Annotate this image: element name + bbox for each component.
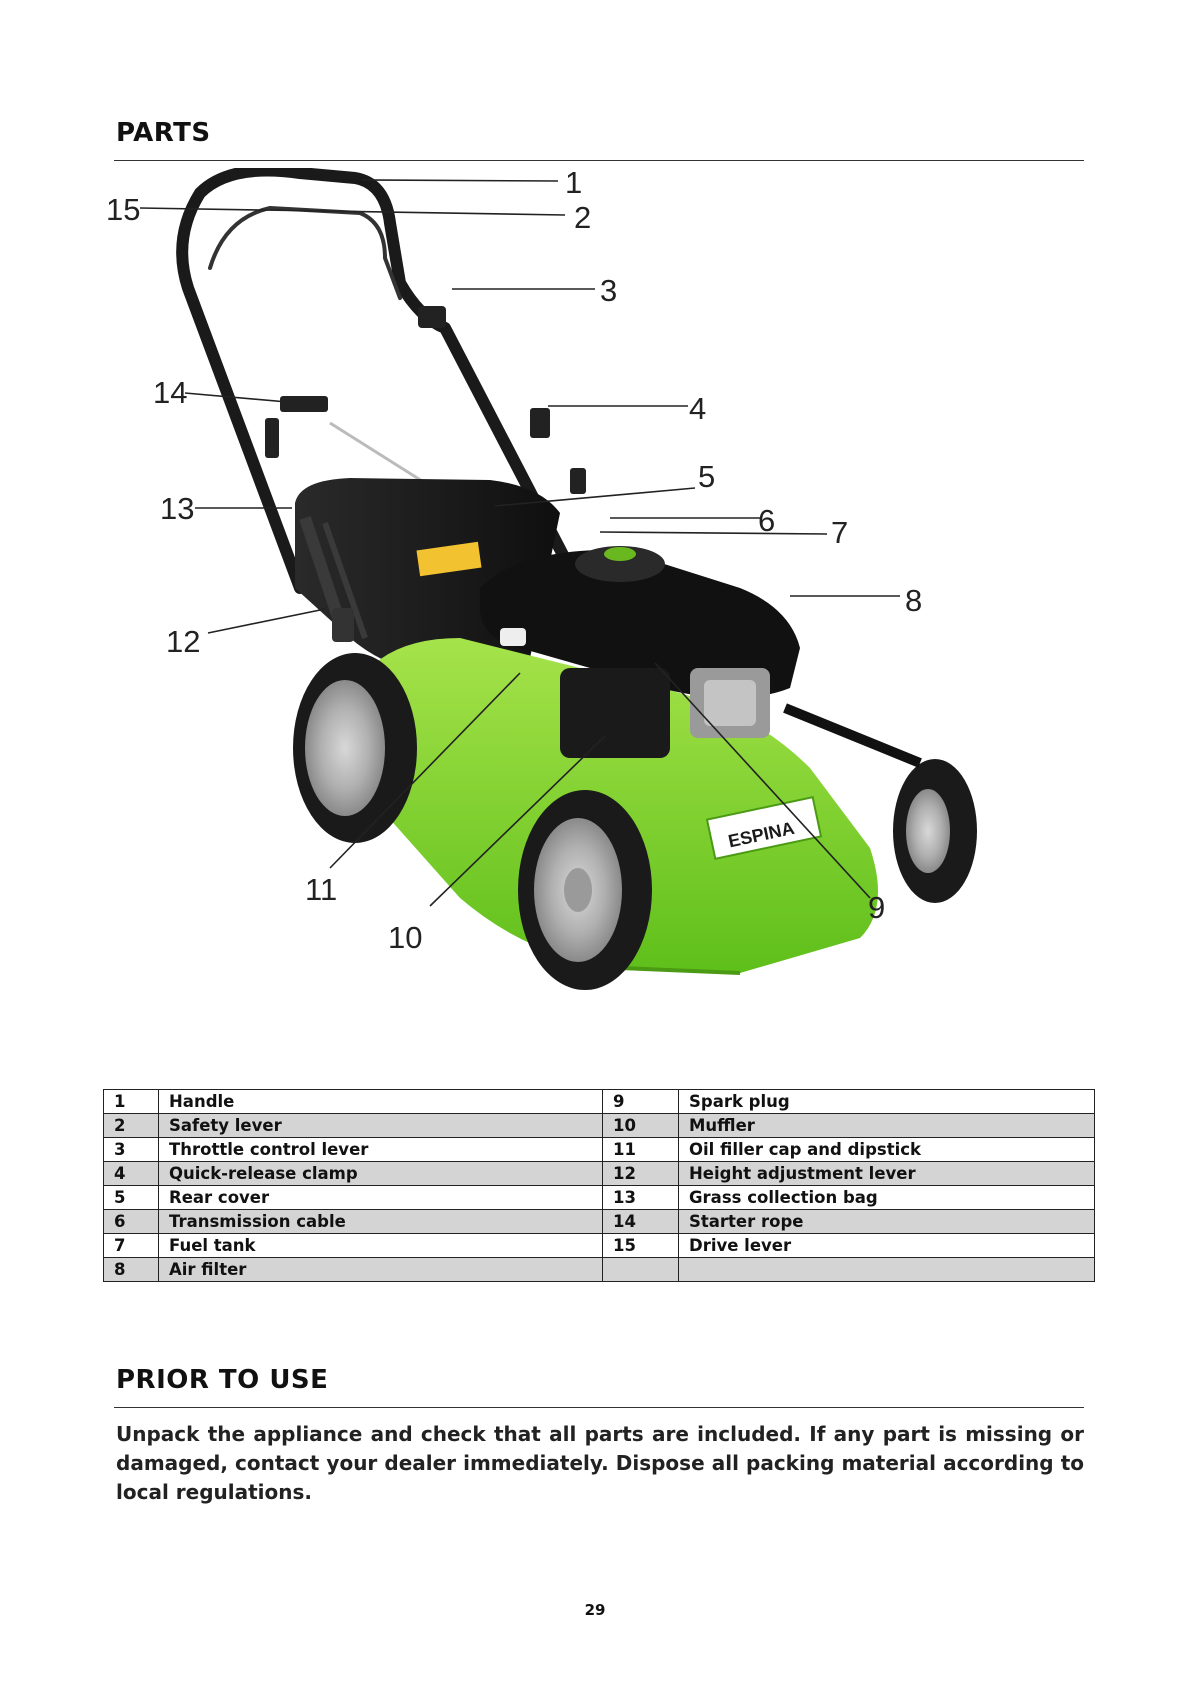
part-name: Safety lever (159, 1114, 603, 1138)
part-number: 10 (603, 1114, 679, 1138)
part-name: Grass collection bag (679, 1186, 1095, 1210)
lawnmower-diagram (100, 168, 1090, 1068)
part-number: 13 (603, 1186, 679, 1210)
table-row (104, 1258, 1095, 1282)
callout-12: 12 (166, 624, 201, 659)
part-name: Oil filler cap and dipstick (679, 1138, 1095, 1162)
part-name: Muffler (679, 1114, 1095, 1138)
part-number: 7 (104, 1234, 159, 1258)
part-number: 2 (104, 1114, 159, 1138)
callout-4: 4 (689, 391, 707, 426)
callout-13: 13 (160, 491, 195, 526)
page-number: 29 (584, 1601, 606, 1619)
part-name (679, 1258, 1095, 1282)
front-left-wheel (518, 790, 652, 990)
part-number: 3 (104, 1138, 159, 1162)
callout-14: 14 (153, 375, 188, 410)
parts-table (103, 1089, 1095, 1282)
parts-heading: PARTS (116, 118, 211, 148)
handle-fittings (265, 306, 586, 494)
rear-left-wheel (293, 653, 417, 843)
part-number (603, 1258, 679, 1282)
part-name: Starter rope (679, 1210, 1095, 1234)
part-number: 5 (104, 1186, 159, 1210)
part-number: 12 (603, 1162, 679, 1186)
part-name: Transmission cable (159, 1210, 603, 1234)
part-name: Spark plug (679, 1090, 1095, 1114)
table-row (104, 1210, 1095, 1234)
parts-divider (114, 160, 1084, 161)
callout-6: 6 (758, 503, 776, 538)
parts-table-body (104, 1090, 1095, 1282)
part-number: 4 (104, 1162, 159, 1186)
part-name: Quick-release clamp (159, 1162, 603, 1186)
callout-9: 9 (868, 890, 886, 925)
callout-1: 1 (565, 168, 583, 200)
table-row (104, 1114, 1095, 1138)
callout-8: 8 (905, 583, 923, 618)
part-number: 14 (603, 1210, 679, 1234)
part-number: 1 (104, 1090, 159, 1114)
part-name: Height adjustment lever (679, 1162, 1095, 1186)
part-number: 15 (603, 1234, 679, 1258)
part-name: Rear cover (159, 1186, 603, 1210)
callout-5: 5 (698, 459, 716, 494)
rear-right-wheel (893, 759, 977, 903)
callout-3: 3 (600, 273, 618, 308)
part-number: 11 (603, 1138, 679, 1162)
callout-11: 11 (305, 872, 338, 907)
table-row (104, 1234, 1095, 1258)
callout-10: 10 (388, 920, 423, 955)
rear-axle-bar (785, 708, 920, 763)
part-name: Handle (159, 1090, 603, 1114)
part-number: 9 (603, 1090, 679, 1114)
part-name: Air filter (159, 1258, 603, 1282)
part-number: 6 (104, 1210, 159, 1234)
part-name: Throttle control lever (159, 1138, 603, 1162)
prior-to-use-heading: PRIOR TO USE (116, 1365, 329, 1395)
callout-2: 2 (574, 200, 592, 235)
table-row (104, 1138, 1095, 1162)
part-number: 8 (104, 1258, 159, 1282)
brand-logo: ESPINA (726, 817, 797, 852)
table-row (104, 1162, 1095, 1186)
callout-7: 7 (831, 515, 849, 550)
prior-to-use-text: Unpack the appliance and check that all parts are included. If any part is missing or damaged, contact your dealer immediately. Dispose all packing material according to local regulations. (116, 1422, 1084, 1504)
part-name: Drive lever (679, 1234, 1095, 1258)
table-row (104, 1186, 1095, 1210)
callout-15: 15 (106, 192, 141, 227)
prior-divider (114, 1407, 1084, 1408)
part-name: Fuel tank (159, 1234, 603, 1258)
table-row (104, 1090, 1095, 1114)
